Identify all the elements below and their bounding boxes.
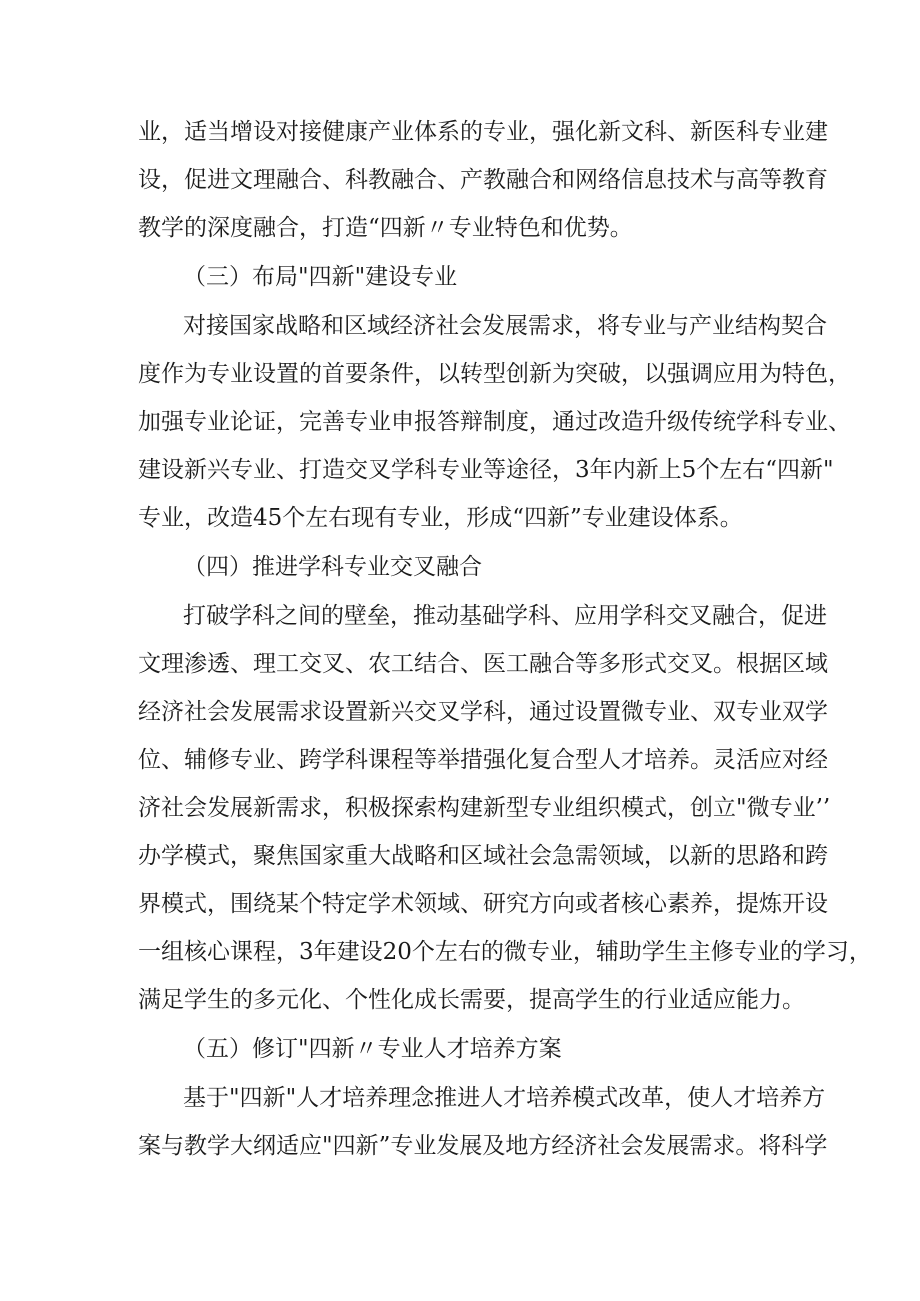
body-text-line: 济社会发展新需求，积极探索构建新型专业组织模式，创立"微专业’’ (138, 795, 831, 821)
body-text-line: 经济社会发展需求设置新兴交叉学科，通过设置微专业、双专业双学 (138, 699, 828, 725)
body-text-line: 对接国家战略和区域经济社会发展需求，将专业与产业结构契合 (183, 313, 827, 339)
body-text-line: 一组核心课程，3年建设20个左右的微专业，辅助学生主修专业的学习， (138, 939, 872, 965)
body-text-line: 业，适当增设对接健康产业体系的专业，强化新文科、新医科专业建 (138, 119, 828, 145)
body-text-line: 加强专业论证，完善专业申报答辩制度，通过改造升级传统学科专业、 (138, 409, 851, 435)
body-text-line: 教学的深度融合，打造“四新〃专业特色和优势。 (138, 215, 633, 241)
body-text-line: 专业，改造45个左右现有专业，形成“四新”专业建设体系。 (138, 505, 743, 531)
section-heading-5: （五）修订"四新〃专业人才培养方案 (183, 1036, 562, 1062)
section-heading-3: （三）布局"四新"建设专业 (183, 264, 458, 290)
body-text-line: 案与教学大纲适应"四新”专业发展及地方经济社会发展需求。将科学 (138, 1133, 828, 1159)
body-text-line: 设，促进文理融合、科教融合、产教融合和网络信息技术与高等教育 (138, 167, 828, 193)
body-text-line: 位、辅修专业、跨学科课程等举措强化复合型人才培养。灵活应对经 (138, 747, 828, 773)
body-text-line: 界模式，围绕某个特定学术领域、研究方向或者核心素养，提炼开设 (138, 891, 828, 917)
body-text-line: 度作为专业设置的首要条件，以转型创新为突破，以强调应用为特色， (138, 361, 851, 387)
body-text-line: 建设新兴专业、打造交叉学科专业等途径，3年内新上5个左右“四新" (138, 457, 834, 483)
section-heading-4: （四）推进学科专业交叉融合 (183, 554, 482, 580)
body-text-line: 打破学科之间的壁垒，推动基础学科、应用学科交叉融合，促进 (183, 603, 827, 629)
body-text-line: 办学模式，聚焦国家重大战略和区域社会急需领域，以新的思路和跨 (138, 843, 828, 869)
body-text-line: 文理渗透、理工交叉、农工结合、医工融合等多形式交叉。根据区域 (138, 651, 828, 677)
body-text-line: 满足学生的多元化、个性化成长需要，提高学生的行业适应能力。 (138, 987, 805, 1013)
body-text-line: 基于"四新"人才培养理念推进人才培养模式改革，使人才培养方 (183, 1085, 826, 1111)
